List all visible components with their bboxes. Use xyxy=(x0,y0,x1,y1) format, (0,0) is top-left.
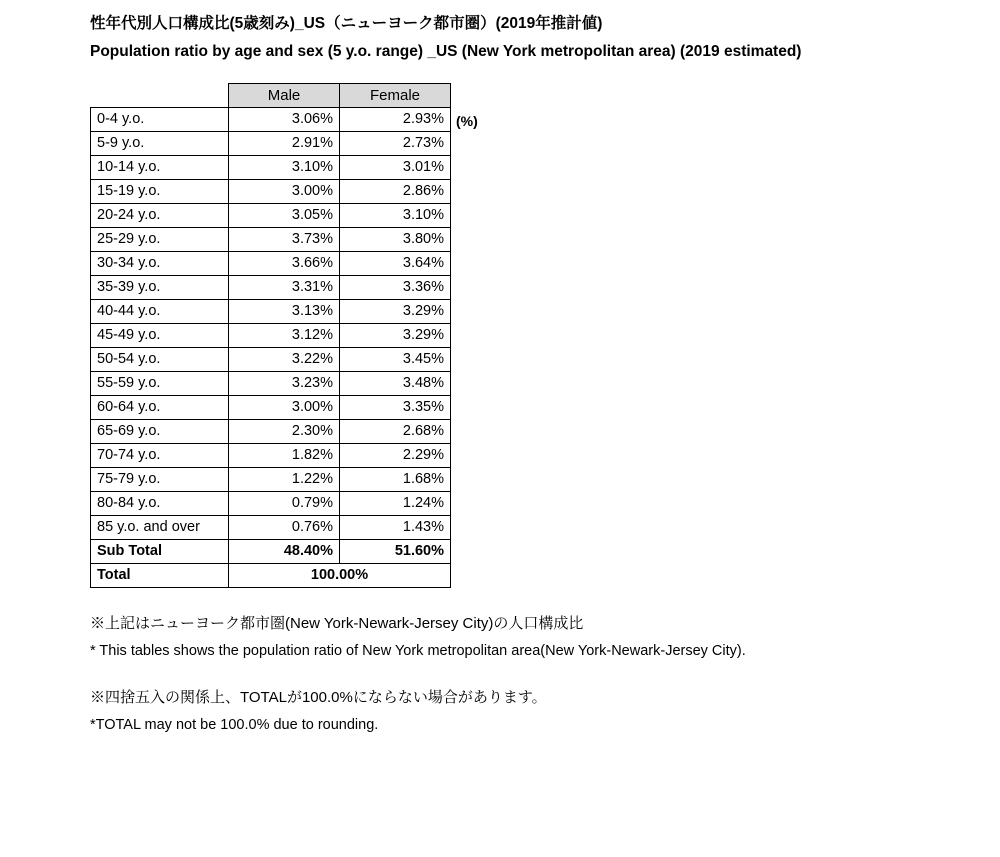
row-female-value: 1.24% xyxy=(340,491,451,515)
table-row-subtotal xyxy=(91,539,451,563)
row-label: 50-54 y.o. xyxy=(91,347,229,371)
table-header xyxy=(91,83,451,107)
row-male-value: 3.00% xyxy=(229,179,340,203)
row-label: 35-39 y.o. xyxy=(91,275,229,299)
row-female-value: 3.01% xyxy=(340,155,451,179)
row-label: 5-9 y.o. xyxy=(91,131,229,155)
subtotal-male-value: 48.40% xyxy=(229,539,340,563)
row-female-value: 2.73% xyxy=(340,131,451,155)
row-female-value: 2.68% xyxy=(340,419,451,443)
row-label: 80-84 y.o. xyxy=(91,491,229,515)
row-label: 65-69 y.o. xyxy=(91,419,229,443)
table-row xyxy=(91,299,451,323)
table-body xyxy=(91,107,451,587)
row-female-value: 3.36% xyxy=(340,275,451,299)
table-row xyxy=(91,491,451,515)
row-female-value: 3.29% xyxy=(340,299,451,323)
table-container xyxy=(90,83,1000,588)
total-label: Total xyxy=(91,563,229,587)
table-row xyxy=(91,131,451,155)
row-label: 20-24 y.o. xyxy=(91,203,229,227)
row-male-value: 3.06% xyxy=(229,107,340,131)
header-corner-blank xyxy=(91,83,229,107)
row-female-value: 3.10% xyxy=(340,203,451,227)
row-female-value: 3.45% xyxy=(340,347,451,371)
total-value: 100.00% xyxy=(229,563,451,587)
row-male-value: 2.30% xyxy=(229,419,340,443)
row-label: 75-79 y.o. xyxy=(91,467,229,491)
table-row xyxy=(91,107,451,131)
table-row xyxy=(91,467,451,491)
row-male-value: 0.76% xyxy=(229,515,340,539)
row-label: 60-64 y.o. xyxy=(91,395,229,419)
row-label: 45-49 y.o. xyxy=(91,323,229,347)
header-male: Male xyxy=(229,83,340,107)
note-rounding-japanese: ※四捨五入の関係上、TOTALが100.0%にならない場合があります。 xyxy=(90,688,547,706)
row-label: 15-19 y.o. xyxy=(91,179,229,203)
row-male-value: 3.05% xyxy=(229,203,340,227)
row-label: 30-34 y.o. xyxy=(91,251,229,275)
notes-block xyxy=(90,610,1000,740)
table-row xyxy=(91,443,451,467)
table-row xyxy=(91,179,451,203)
header-female: Female xyxy=(340,83,451,107)
row-female-value: 1.68% xyxy=(340,467,451,491)
row-label: 55-59 y.o. xyxy=(91,371,229,395)
subtotal-female-value: 51.60% xyxy=(340,539,451,563)
row-female-value: 3.29% xyxy=(340,323,451,347)
row-female-value: 2.93% xyxy=(340,107,451,131)
row-male-value: 1.82% xyxy=(229,443,340,467)
row-female-value: 2.86% xyxy=(340,179,451,203)
table-row xyxy=(91,323,451,347)
note-rounding-english: *TOTAL may not be 100.0% due to rounding. xyxy=(90,717,379,734)
notes-spacer xyxy=(90,666,1000,684)
row-label: 25-29 y.o. xyxy=(91,227,229,251)
row-male-value: 3.73% xyxy=(229,227,340,251)
table-row xyxy=(91,371,451,395)
title-block xyxy=(90,12,1000,65)
row-male-value: 3.66% xyxy=(229,251,340,275)
note-source-english: * This tables shows the population ratio of New York metropolitan area(New York-Newark-Jersey City). xyxy=(90,643,746,660)
row-female-value: 3.64% xyxy=(340,251,451,275)
row-male-value: 3.22% xyxy=(229,347,340,371)
row-label: 0-4 y.o. xyxy=(91,107,229,131)
row-female-value: 1.43% xyxy=(340,515,451,539)
row-male-value: 3.13% xyxy=(229,299,340,323)
row-label: 85 y.o. and over xyxy=(91,515,229,539)
row-female-value: 3.35% xyxy=(340,395,451,419)
table-row xyxy=(91,347,451,371)
unit-note: (%) xyxy=(456,112,478,129)
row-female-value: 3.80% xyxy=(340,227,451,251)
table-header-row xyxy=(91,83,451,107)
row-label: 40-44 y.o. xyxy=(91,299,229,323)
table-row-total xyxy=(91,563,451,587)
row-male-value: 3.31% xyxy=(229,275,340,299)
row-female-value: 2.29% xyxy=(340,443,451,467)
row-label: 10-14 y.o. xyxy=(91,155,229,179)
table-row xyxy=(91,227,451,251)
row-male-value: 3.10% xyxy=(229,155,340,179)
row-male-value: 0.79% xyxy=(229,491,340,515)
table-row xyxy=(91,203,451,227)
row-male-value: 3.23% xyxy=(229,371,340,395)
population-ratio-table xyxy=(90,83,451,588)
row-male-value: 3.12% xyxy=(229,323,340,347)
table-row xyxy=(91,251,451,275)
page-title-english: Population ratio by age and sex (5 y.o. range) _US (New York metropolitan area) (2019 estimated) xyxy=(90,42,802,60)
table-row xyxy=(91,155,451,179)
row-male-value: 2.91% xyxy=(229,131,340,155)
row-label: 70-74 y.o. xyxy=(91,443,229,467)
row-female-value: 3.48% xyxy=(340,371,451,395)
table-row xyxy=(91,395,451,419)
note-source-japanese: ※上記はニューヨーク都市圏(New York-Newark-Jersey City)の人口構成比 xyxy=(90,614,584,632)
row-male-value: 1.22% xyxy=(229,467,340,491)
table-row xyxy=(91,419,451,443)
subtotal-label: Sub Total xyxy=(91,539,229,563)
table-row xyxy=(91,515,451,539)
page-title-japanese: 性年代別人口構成比(5歳刻み)_US（ニューヨーク都市圏）(2019年推計値) xyxy=(90,15,603,32)
table-row xyxy=(91,275,451,299)
row-male-value: 3.00% xyxy=(229,395,340,419)
